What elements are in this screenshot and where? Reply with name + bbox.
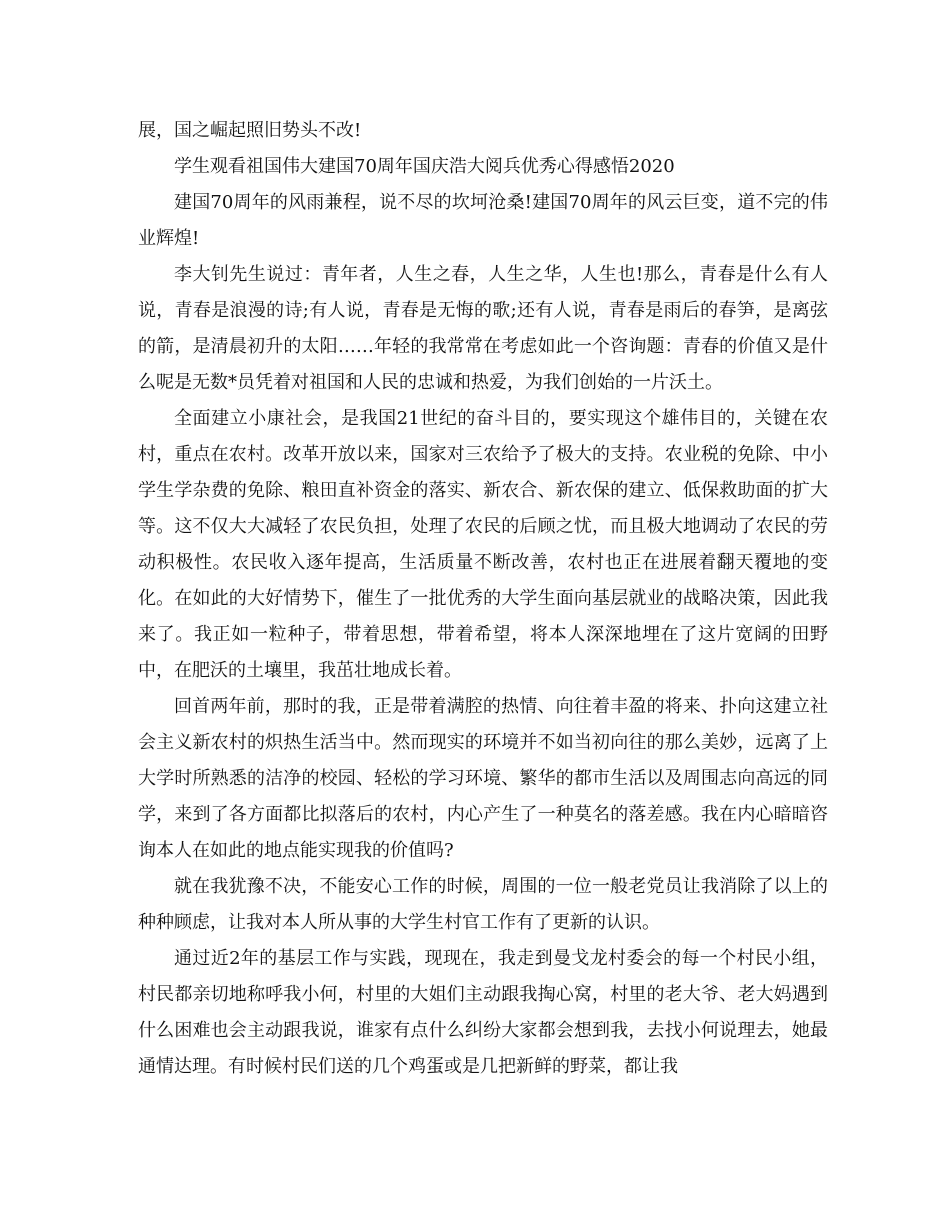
paragraph-youth: 李大钊先生说过：青年者，人生之春，人生之华，人生也!那么，青春是什么有人说，青春是浪漫的诗;有人说，青春是无悔的歌;还有人说，青春是雨后的春笋，是离弦的箭，是清晨初升的太阳……年轻的我常常在考虑如此一个咨询题：青春的价值又是什么呢是无数*员凭着对祖国和人民的忠诚和热爱，为我们创始的一片沃土。 bbox=[138, 264, 828, 393]
paragraph-heading: 学生观看祖国伟大建国70周年国庆浩大阅兵优秀心得感悟2020 bbox=[174, 156, 675, 177]
body-text bbox=[138, 113, 828, 1085]
paragraph-practice: 通过近2年的基层工作与实践，现现在，我走到曼戈龙村委会的每一个村民小组，村民都亲切地称呼我小何，村里的大姐们主动跟我掏心窝，村里的老大爷、老大妈遇到什么困难也会主动跟我说，谁家有点什么纠纷大家都会想到我，去找小何说理去，她最通情达理。有时候村民们送的几个鸡蛋或是几把新鲜的野菜，都让我 bbox=[138, 948, 828, 1077]
paragraph-looking-back: 回首两年前，那时的我，正是带着满腔的热情、向往着丰盈的将来、扑向这建立社会主义新农村的炽热生活当中。然而现实的环境并不如当初向往的那么美妙，远离了上大学时所熟悉的洁净的校园、轻松的学习环境、繁华的都市生活以及周围志向高远的同学，来到了各方面都比拟落后的农村，内心产生了一种莫名的落差感。我在内心暗暗咨询本人在如此的地点能实现我的价值吗? bbox=[138, 696, 828, 861]
paragraph-continuation: 展，国之崛起照旧势头不改! bbox=[138, 120, 362, 141]
paragraph-hesitation: 就在我犹豫不决，不能安心工作的时候，周围的一位一般老党员让我消除了以上的种种顾虑，让我对本人所从事的大学生村官工作有了更新的认识。 bbox=[138, 876, 828, 933]
paragraph-intro: 建国70周年的风雨兼程，说不尽的坎坷沧桑!建国70周年的风云巨变，道不完的伟业辉煌! bbox=[138, 192, 828, 249]
paragraph-countryside: 全面建立小康社会，是我国21世纪的奋斗目的，要实现这个雄伟目的，关键在农村，重点在农村。改革开放以来，国家对三农给予了极大的支持。农业税的免除、中小学生学杂费的免除、粮田直补资金的落实、新农合、新农保的建立、低保救助面的扩大等。这不仅大大减轻了农民负担，处理了农民的后顾之忧，而且极大地调动了农民的劳动积极性。农民收入逐年提高，生活质量不断改善，农村也正在进展着翻天覆地的变化。在如此的大好情势下，催生了一批优秀的大学生面向基层就业的战略决策，因此我来了。我正如一粒种子，带着思想，带着希望，将本人深深地埋在了这片宽阔的田野中，在肥沃的土壤里，我茁壮地成长着。 bbox=[138, 408, 828, 681]
